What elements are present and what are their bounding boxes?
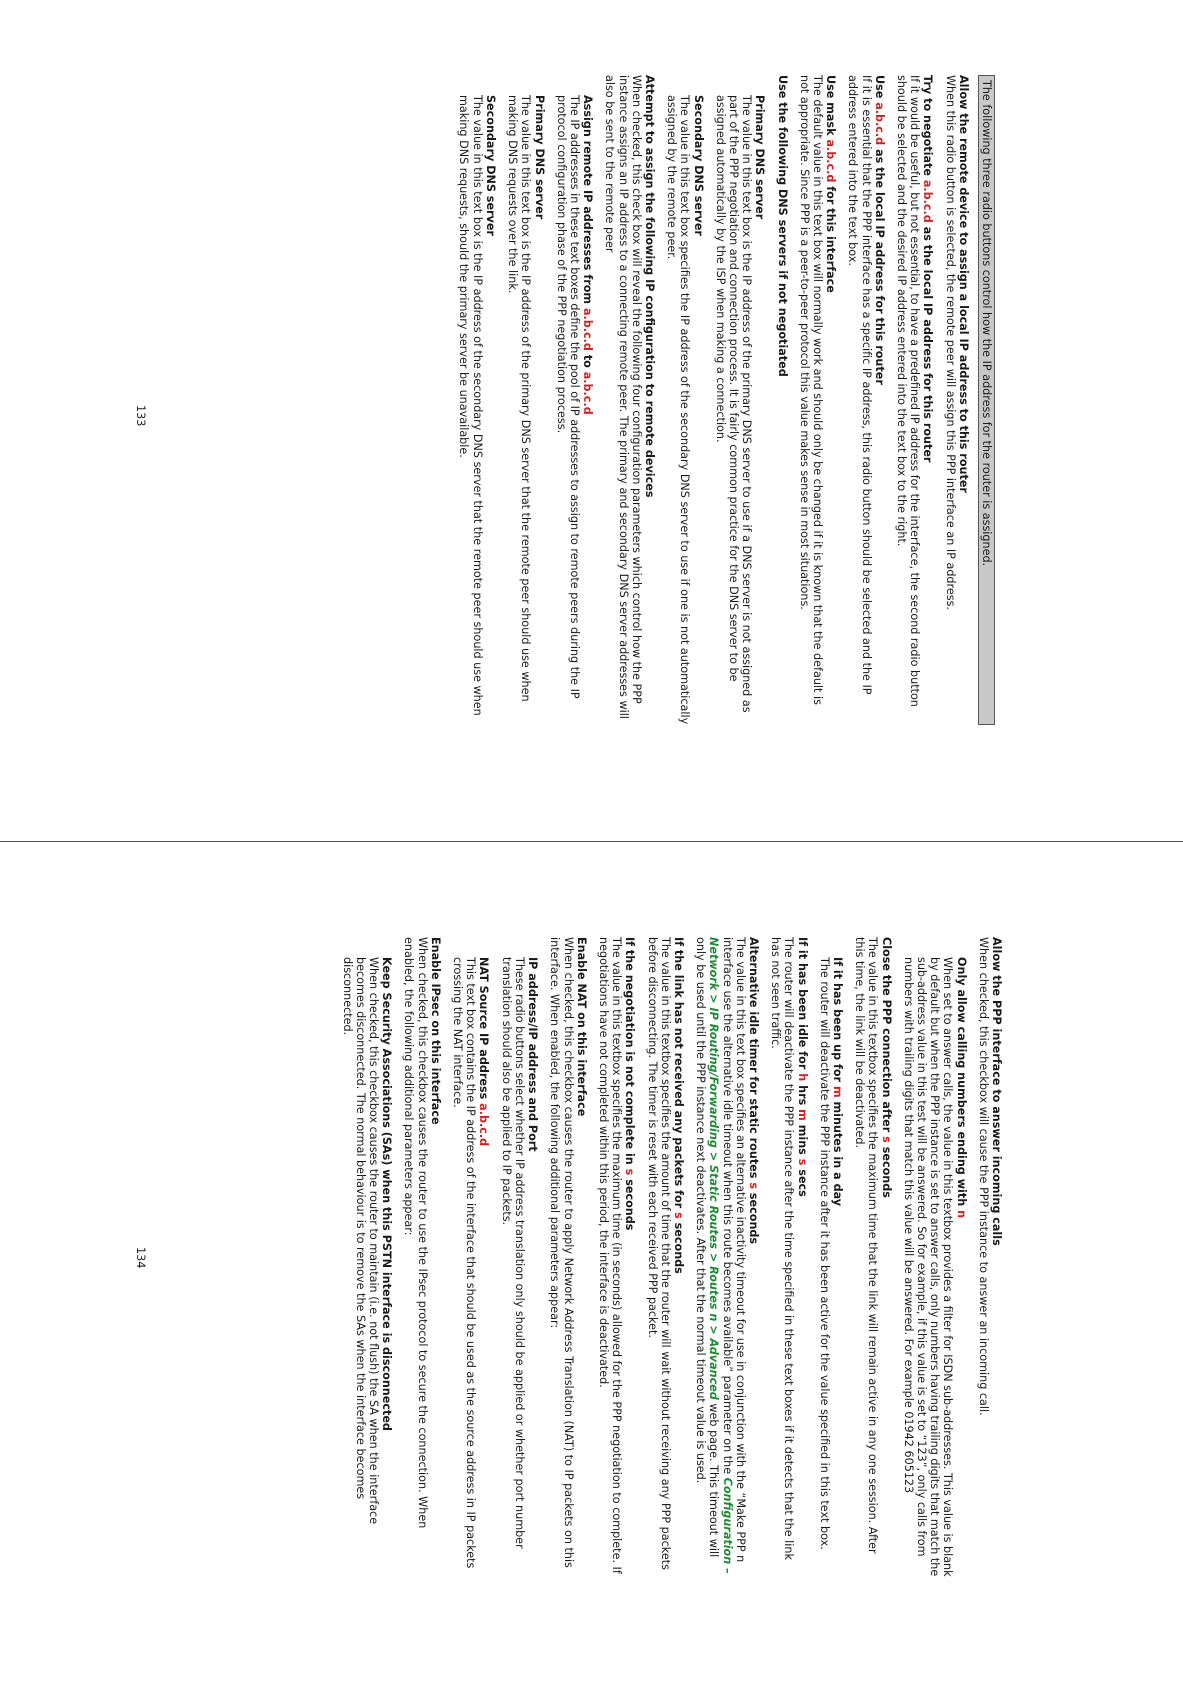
dns-servers-section: [665, 75, 766, 725]
remote-secondary-dns-heading: Secondary DNS server: [483, 95, 497, 236]
nat-section: [451, 937, 539, 1577]
alt-idle-text: The value in this text box specifies an alternative inactivity timeout for use in conjunction with the “Make PPP n interface use the alternative idle timeout when this route becomes available” parameter on the Configuration – Network > IP Routing/Forwarding > Static Routes > Routes n > Advanced web page. This timeout will only be used until the PPP instance next deactivates. After that the normal timeout value is used.: [694, 937, 747, 1574]
try-negotiate-text: If it would be useful, but not essential, to have a predefined IP address for the interface, the second radio button should be selected and the desired IP address entered into the text box to the right.: [894, 75, 922, 707]
attempt-assign-heading: Attempt to assign the following IP configuration to remote devices: [642, 75, 656, 498]
idle-text: The router will deactivate the PPP instance after the time specified in these text boxes if it detects that the link has not seen traffic.: [769, 937, 796, 1560]
idle-heading: If it has been idle for h hrs m mins s secs: [795, 937, 809, 1197]
calling-numbers-text: When set to answer calls, the value in this textbox provides a filter for ISDN sub-addresses. This value is blank by default but when the PPP instance is set to answer calls, only numbers having trailing digits that match the sub-address value in this test will be answered. So for example, if this value is set to “123”, only calls from numbers with trailing digits that match this value will be answered. For example 01942 605123: [901, 957, 955, 1577]
page-134-rotated: [0, 842, 1183, 1683]
remote-assign-text: When this radio button is selected, the remote peer will assign this PPP interface an IP address.: [943, 75, 957, 610]
page-134: [0, 842, 1183, 1683]
primary-dns-heading: Primary DNS server: [753, 95, 767, 220]
close-connection-heading: Close the PPP connection after s seconds: [879, 937, 893, 1198]
use-mask-text: The default value in this text box will normally work and should only be changed if it is known that the default is not appropriate. Since PPP is a peer-to-peer protocol this value makes sense in most situations.: [797, 75, 824, 705]
keep-sa-heading: Keep Security Associations (SAs) when this PSTN interface is disconnected: [380, 957, 394, 1431]
nat-source-heading: NAT Source IP address a.b.c.d: [477, 957, 491, 1147]
no-packets-heading: If the link has not received any packets for s seconds: [671, 937, 685, 1274]
nat-source-text: This text box contains the IP address of the interface that should be used as the source address in IP packets crossing the NAT interface.: [451, 957, 478, 1569]
up-for-section: [818, 937, 844, 1577]
remote-assign-section: [457, 75, 594, 725]
ip-port-heading: IP address/IP address and Port: [526, 957, 540, 1152]
remote-primary-dns-text: The value in this text box is the IP address of the primary DNS server that the remote peer should use when making DNS requests over the link.: [506, 95, 533, 702]
page-133-rotated: [0, 0, 1183, 841]
secondary-dns-text: The value in this text box specifies the IP address of the secondary DNS server to use if one is not automatically assigned by the remote peer.: [665, 95, 692, 725]
negotiation-heading: If the negotiation is not complete in s seconds: [623, 937, 637, 1231]
assign-remote-ip-heading: Assign remote IP addresses from a.b.c.d to a.b.c.d: [581, 95, 595, 415]
primary-dns-text: The value in this text box is the IP address of the primary DNS server to use if a DNS server is not assigned as part of the PPP negotiation and connection process. It is fairly common practice for the DNS server to be assigned automatically by the ISP when making a connection.: [713, 95, 754, 713]
remote-assign-heading: Allow the remote device to assign a local IP address to this router: [956, 75, 970, 493]
answer-calls-text: When checked, this checkbox will cause the PPP instance to answer an incoming call.: [976, 937, 990, 1416]
page-134-body: [340, 937, 1003, 1577]
ipsec-text: When checked, this checkbox causes the router to use the IPsec protocol to secure the connection. When enabled, the following additional parameters appear:: [402, 937, 429, 1529]
negotiation-text: The value in this textbox specifies the maximum time (in seconds) allowed for the PPP negotiation to complete. If negotiations have not completed within this period, the interface is deactivated.: [596, 937, 624, 1574]
use-local-ip-heading: Use a.b.c.d as the local IP address for this router: [872, 75, 886, 385]
page-133-body: [457, 75, 995, 725]
keep-sa-text: When checked, this checkbox causes the router to maintain (i.e. not flush) the SA when the interface becomes disconnected. The normal behaviour is to remove the SAs when the interface becomes disconnected.: [340, 957, 381, 1525]
info-banner: The following three radio buttons control how the IP address for the router is assigned.: [978, 75, 995, 725]
page-number: 133: [134, 405, 147, 427]
calling-numbers-heading: Only allow calling numbers ending with n: [954, 957, 968, 1219]
static-routes-link[interactable]: Configuration – Network > IP Routing/Forwarding > Static Routes > Routes n > Advanced: [707, 937, 734, 1574]
answer-calls-heading: Allow the PPP interface to answer incoming calls: [990, 937, 1003, 1246]
use-mask-heading: Use mask a.b.c.d for this interface: [824, 75, 838, 293]
remote-secondary-dns-text: The value in this text box is the IP address of the secondary DNS server that the remote peer should use when making DNS requests, should the primary server be unavailable.: [457, 95, 484, 716]
nat-heading: Enable NAT on this interface: [574, 937, 588, 1117]
alt-idle-heading: Alternative idle timer for static routes s seconds: [746, 937, 760, 1245]
try-negotiate-heading: Try to negotiate a.b.c.d as the local IP address for this router: [921, 75, 935, 463]
no-packets-text: The value in this textbox specifies the amount of time that the router will wait without receiving any PPP packets before disconnecting. The timer is reset with each received PPP packet.: [645, 937, 672, 1570]
close-connection-text: The value in this textbox specifies the maximum time that the link will remain active in any one session. After this time, the link will be deactivated.: [853, 937, 880, 1554]
attempt-assign-text: When checked, this check box will reveal the following four configuration parameters which control how the PPP instance assigns an IP address to a connecting remote peer. The primary and secondary DNS server addresses will also be sent to the remote peer: [603, 75, 643, 719]
nat-text: When checked, this checkbox causes the router to apply Network Address Translation (NAT) to IP packets on this interface. When enabled, the following additional parameters appear:: [548, 937, 575, 1568]
use-local-ip-text: If it is essential that the PPP interface has a specific IP address, this radio button should be selected and the IP address entered into the text box.: [846, 75, 873, 695]
ipsec-section: [340, 937, 393, 1577]
secondary-dns-heading: Secondary DNS server: [691, 95, 705, 236]
up-for-text: The router will deactivate the PPP instance after it has been active for the value specified in this text box.: [817, 957, 831, 1550]
dns-servers-heading: Use the following DNS servers if not negotiated: [775, 75, 789, 377]
ipsec-heading: Enable IPsec on this interface: [428, 937, 442, 1125]
remote-primary-dns-heading: Primary DNS server: [532, 95, 546, 220]
ip-port-text: These radio buttons select whether IP address translation only should be applied or whether port number translation should also be applied to IP packets.: [499, 957, 526, 1549]
assign-remote-ip-text: The IP addresses in these text boxes define the pool of IP addresses to assign to remote peers during the IP protocol configuration phase of the PPP negotiation process.: [554, 95, 581, 699]
up-for-heading: If it has been up for m minutes in a day: [830, 957, 844, 1207]
page-number: 134: [134, 1247, 147, 1269]
answer-calls-section: [902, 937, 968, 1577]
